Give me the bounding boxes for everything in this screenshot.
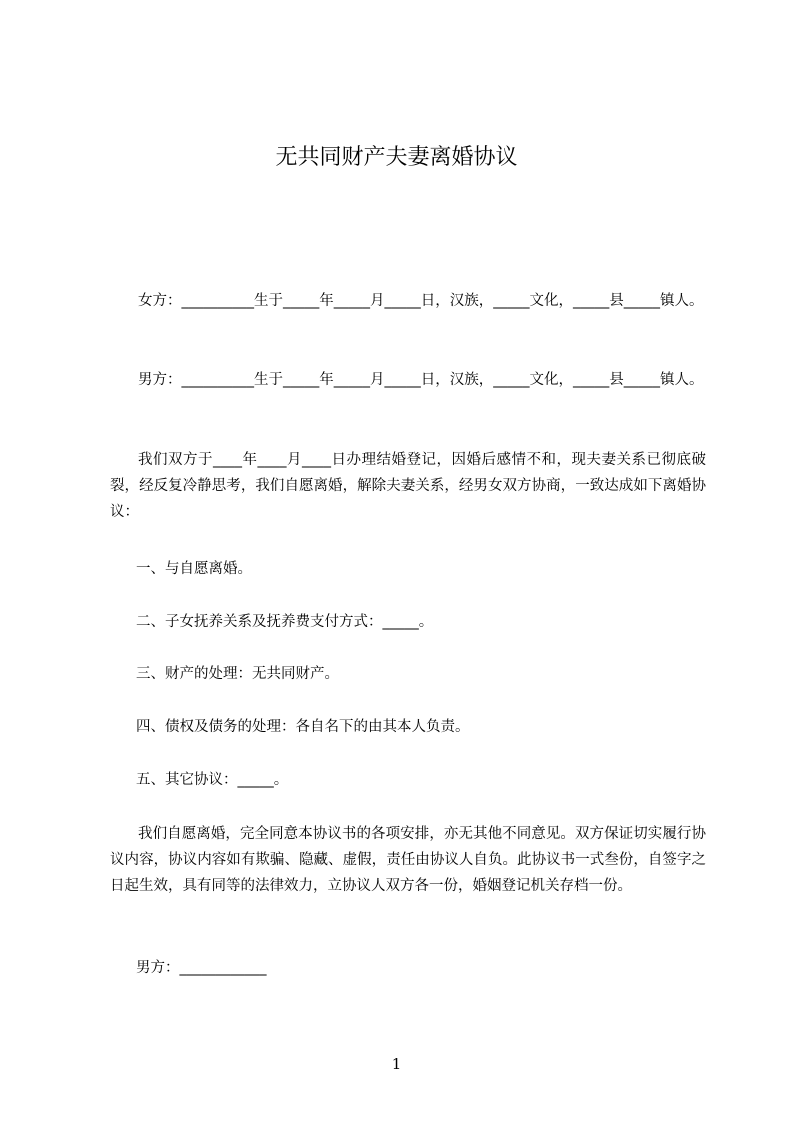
document-title: 无共同财产夫妻离婚协议 — [275, 145, 518, 170]
clause-2: 二、子女抚养关系及抚养费支付方式：_____。 — [136, 614, 434, 630]
clause-1: 一、与自愿离婚。 — [136, 561, 252, 577]
female-party-paragraph: 女方：__________生于_____年_____月_____日，汉族，_____文化，_____县_____镇人。 — [138, 293, 704, 309]
male-party-paragraph: 男方：__________生于_____年_____月_____日，汉族，_____文化，_____县_____镇人。 — [138, 372, 704, 388]
clause-4: 四、债权及债务的处理：各自名下的由其本人负责。 — [136, 719, 470, 735]
closing-paragraph: 我们自愿离婚，完全同意本协议书的各项安排，亦无其他不同意见。双方保证切实履行协议内容，协议内容如有欺骗、隐藏、虚假，责任由协议人自负。此协议书一式叁份，自签字之日起生效，具有同等的法律效力，立协议人双方各一份，婚姻登记机关存档一份。 — [110, 826, 706, 894]
page-number: 1 — [391, 1055, 402, 1073]
intro-paragraph: 我们双方于____年____月____日办理结婚登记，因婚后感情不和，现夫妻关系已彻底破裂，经反复冷静思考，我们自愿离婚，解除夫妻关系，经男女双方协商，一致达成如下离婚协议： — [110, 452, 706, 520]
male-signature-line: 男方：____________ — [136, 960, 267, 976]
clause-5: 五、其它协议：_____。 — [136, 772, 289, 788]
clause-3: 三、财产的处理：无共同财产。 — [136, 666, 339, 682]
